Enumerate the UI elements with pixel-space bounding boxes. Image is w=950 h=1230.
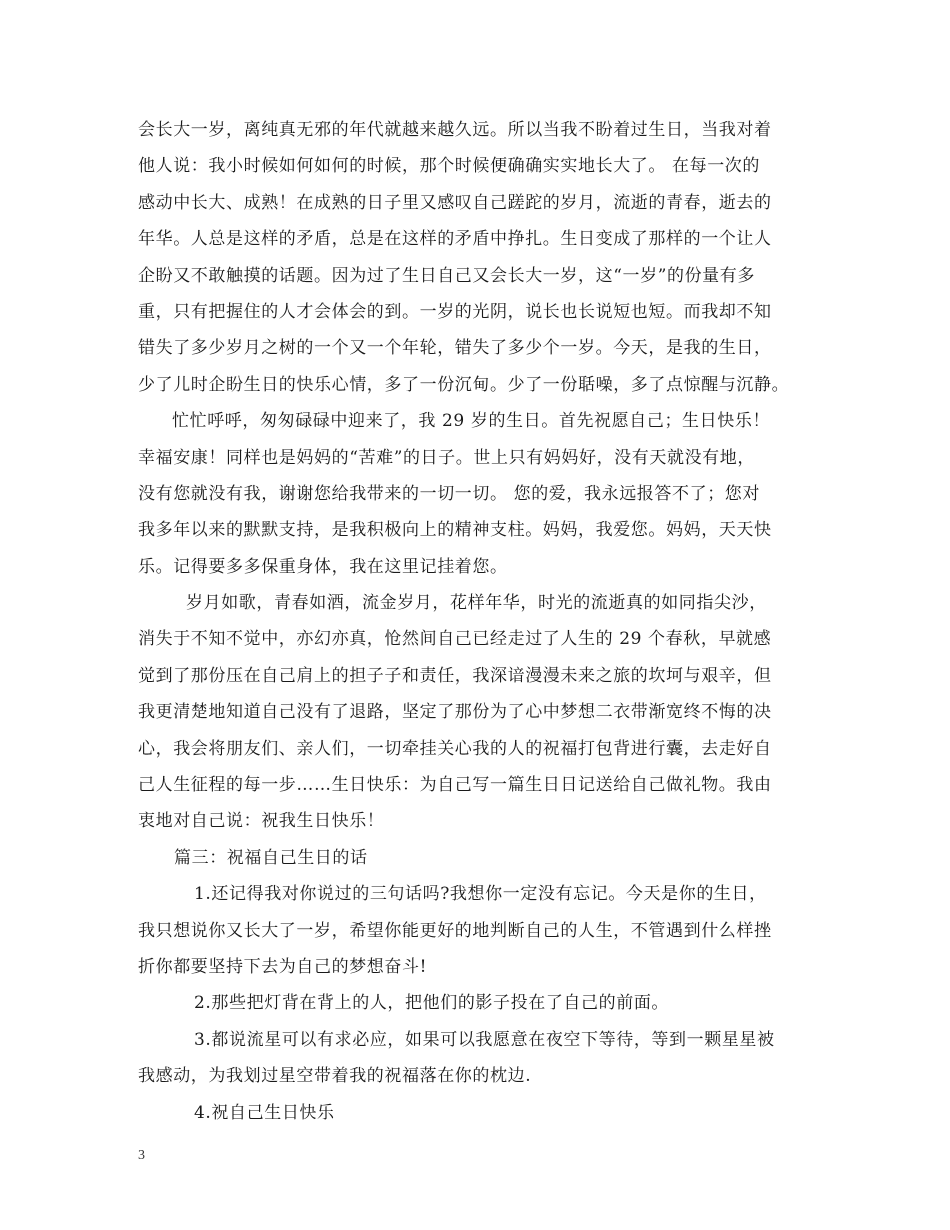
text-line: 消失于不知不觉中，亦幻亦真，怆然间自己已经走过了人生的 29 个春秋，早就感: [138, 629, 772, 650]
text-line: 年华。人总是这样的矛盾，总是在这样的矛盾中挣扎。生日变成了那样的一个让人: [138, 229, 772, 250]
text-line: 感动中长大、成熟！在成熟的日子里又感叹自己蹉跎的岁月，流逝的青春，逝去的: [138, 192, 772, 213]
text-line: 岁月如歌，青春如酒，流金岁月，花样年华，时光的流逝真的如同指尖沙，: [186, 593, 767, 614]
text-line: 衷地对自己说：祝我生日快乐！: [138, 811, 385, 832]
text-line: 重，只有把握住的人才会体会的到。一岁的光阴，说长也长说短也短。而我却不知: [138, 301, 772, 322]
text-line: 少了儿时企盼生日的快乐心情，多了一份沉甸。少了一份聒噪，多了点惊醒与沉静。: [138, 374, 790, 395]
text-line: 乐。记得要多多保重身体，我在这里记挂着您。: [138, 556, 508, 577]
text-line: 没有您就没有我，谢谢您给我带来的一切一切。 您的爱，我永远报答不了；您对: [138, 483, 761, 504]
text-line: 忙忙呼呼，匆匆碌碌中迎来了，我 29 岁的生日。首先祝愿自己；生日快乐！: [172, 411, 771, 432]
text-line: 幸福安康！同样也是妈妈的“苦难”的日子。世上只有妈妈好，没有天就没有地，: [138, 447, 755, 468]
text-line: 我多年以来的默默支持，是我积极向上的精神支柱。妈妈，我爱您。妈妈，天天快: [138, 520, 772, 541]
text-line: 会长大一岁，离纯真无邪的年代就越来越久远。所以当我不盼着过生日，当我对着: [138, 120, 772, 140]
text-line: 折你都要坚持下去为自己的梦想奋斗!: [138, 956, 428, 977]
page-number: 3: [138, 1148, 145, 1163]
text-line: 心，我会将朋友们、亲人们，一切牵挂关心我的人的祝福打包背进行囊，去走好自: [138, 738, 772, 759]
text-line: 我更清楚地知道自己没有了退路，坚定了那份为了心中梦想二衣带渐宽终不悔的决: [138, 702, 772, 723]
text-line: 篇三：祝福自己生日的话: [174, 847, 368, 868]
text-line: 3.都说流星可以有求必应，如果可以我愿意在夜空下等待，等到一颗星星被: [194, 1029, 775, 1050]
text-line: 2.那些把灯背在背上的人，把他们的影子投在了自己的前面。: [194, 993, 670, 1014]
text-line: 我感动，为我划过星空带着我的祝福落在你的枕边.: [138, 1066, 532, 1087]
text-line: 己人生征程的每一步……生日快乐：为自己写一篇生日日记送给自己做礼物。我由: [138, 775, 772, 796]
text-line: 4.祝自己生日快乐: [194, 1102, 335, 1123]
text-line: 企盼又不敢触摸的话题。因为过了生日自己又会长大一岁，这“一岁”的份量有多: [138, 265, 755, 286]
text-line: 1.还记得我对你说过的三句话吗?我想你一定没有忘记。今天是你的生日，: [194, 884, 767, 905]
text-line: 我只想说你又长大了一岁，希望你能更好的地判断自己的人生，不管遇到什么样挫: [138, 920, 772, 941]
text-line: 觉到了那份压在自己肩上的担子子和责任，我深谙漫漫未来之旅的坎坷与艰辛，但: [138, 665, 772, 686]
text-line: 他人说：我小时候如何如何的时候，那个时候便确确实实地长大了。 在每一次的: [138, 156, 761, 177]
text-line: 错失了多少岁月之树的一个又一个年轮，错失了多少个一岁。今天，是我的生日，: [138, 338, 772, 359]
document-body: [138, 112, 818, 1131]
